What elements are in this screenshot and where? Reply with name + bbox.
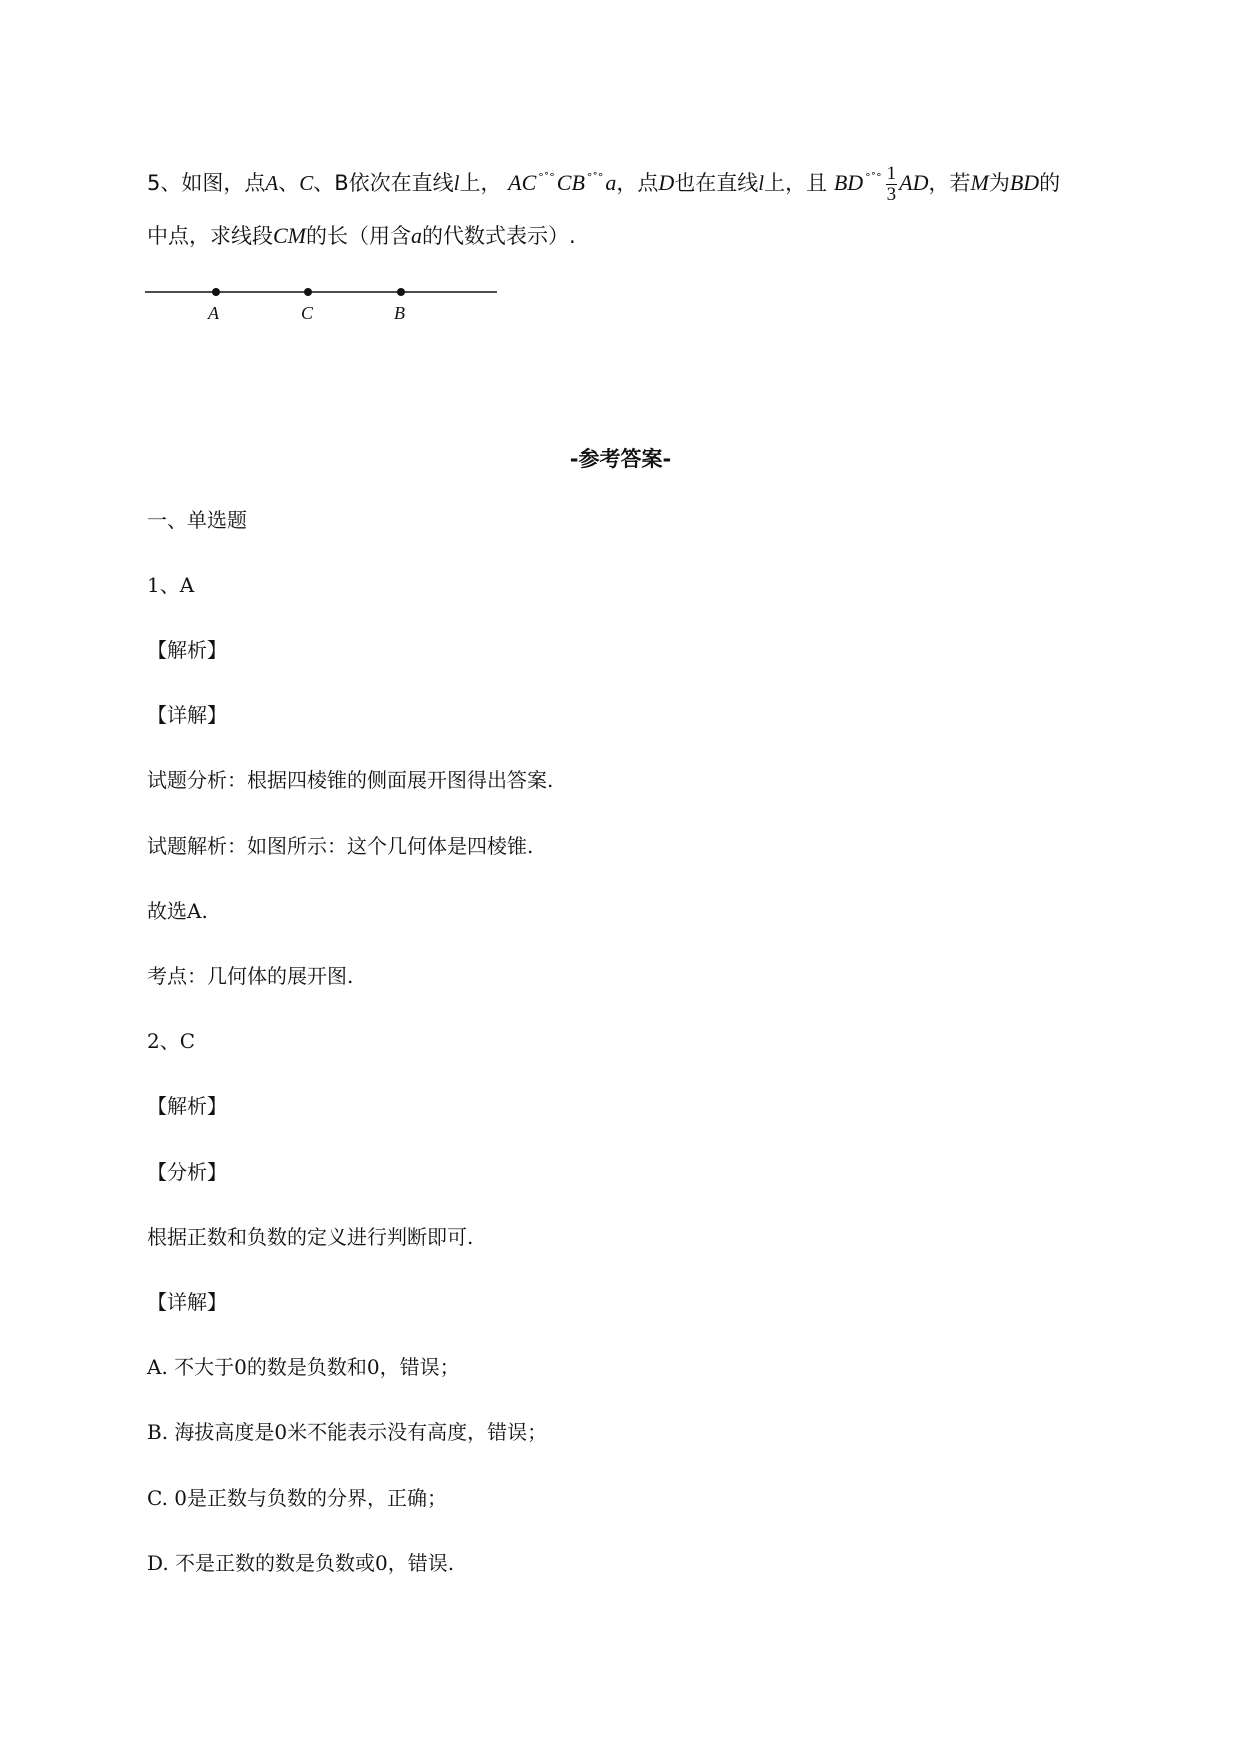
answers-heading: -参考答案- <box>569 447 672 471</box>
question-5-line-1 <box>147 163 1060 205</box>
fraction-numerator: 1 <box>886 162 897 184</box>
point-b-dot <box>397 288 405 296</box>
point-d: D <box>658 170 675 195</box>
equals-glyph: °˚° <box>865 171 882 184</box>
q5-text: 如图，点 <box>181 171 266 195</box>
q5-text: 上，且 <box>764 171 828 195</box>
q5-text: 上， <box>459 171 502 195</box>
segment-cm: CM <box>273 223 306 248</box>
segment-bd: BD <box>1009 170 1040 195</box>
q5-text: ，若 <box>928 171 971 195</box>
var-a: a <box>411 223 422 248</box>
point-m: M <box>970 170 989 195</box>
section-title: 一、单选题 <box>147 508 247 532</box>
detail-label: 【详解】 <box>147 1290 227 1314</box>
q5-text: 为 <box>988 171 1010 195</box>
var-a: a <box>605 170 617 195</box>
q5-text: 的 <box>1039 171 1061 195</box>
option-c-line: C. 0是正数与负数的分界，正确； <box>147 1486 448 1510</box>
question-number: 5、 <box>147 171 182 195</box>
answer-1: 1、A <box>147 573 195 597</box>
segment-ad: AD <box>899 170 929 195</box>
explanation-line: 试题分析：根据四棱锥的侧面展开图得出答案. <box>147 768 554 792</box>
analysis-label: 【解析】 <box>147 1094 227 1118</box>
option-d-line: D. 不是正数的数是负数或0，错误. <box>147 1551 455 1575</box>
topic-line: 考点：几何体的展开图. <box>147 964 354 988</box>
segment-bd: BD <box>833 170 864 195</box>
q5-text: 、 <box>278 171 300 195</box>
equals-glyph: °˚° <box>586 171 604 184</box>
number-line-figure <box>140 282 510 332</box>
analysis-label: 【解析】 <box>147 638 227 662</box>
label-a: A <box>208 303 219 323</box>
fraction-one-third <box>886 164 898 205</box>
explanation-line: 根据正数和负数的定义进行判断即可. <box>147 1225 474 1249</box>
point-c: C <box>299 171 314 195</box>
fraction-denominator: 3 <box>886 183 897 205</box>
analysis-subtitle: 【分析】 <box>147 1160 227 1184</box>
detail-label: 【详解】 <box>147 703 227 727</box>
q5-text: ，点 <box>616 171 659 195</box>
point-a-dot <box>212 288 220 296</box>
explanation-line: 试题解析：如图所示：这个几何体是四棱锥. <box>147 834 534 858</box>
point-a: A <box>265 171 279 195</box>
equals-glyph: °˚° <box>538 171 555 184</box>
point-c-dot <box>304 288 312 296</box>
q5-text: 也在直线 <box>674 171 759 195</box>
label-b: B <box>394 303 405 323</box>
question-5-line-2 <box>147 221 576 251</box>
label-c: C <box>301 303 314 323</box>
choice-line: 故选A. <box>147 899 208 923</box>
q5-text: 中点，求线段 <box>147 224 273 248</box>
segment-ac: AC <box>508 170 537 195</box>
segment-cb: CB <box>556 170 585 195</box>
line-l: l <box>758 171 765 195</box>
q5-text: 、B依次在直线 <box>313 171 454 195</box>
q5-text: 的长（用含 <box>306 224 411 248</box>
option-b-line: B. 海拔高度是0米不能表示没有高度，错误； <box>147 1420 548 1444</box>
option-a-line: A. 不大于0的数是负数和0，错误； <box>147 1355 460 1379</box>
q5-text: 的代数式表示）. <box>422 224 576 248</box>
answer-2: 2、C <box>147 1029 196 1053</box>
line-l: l <box>453 171 460 195</box>
